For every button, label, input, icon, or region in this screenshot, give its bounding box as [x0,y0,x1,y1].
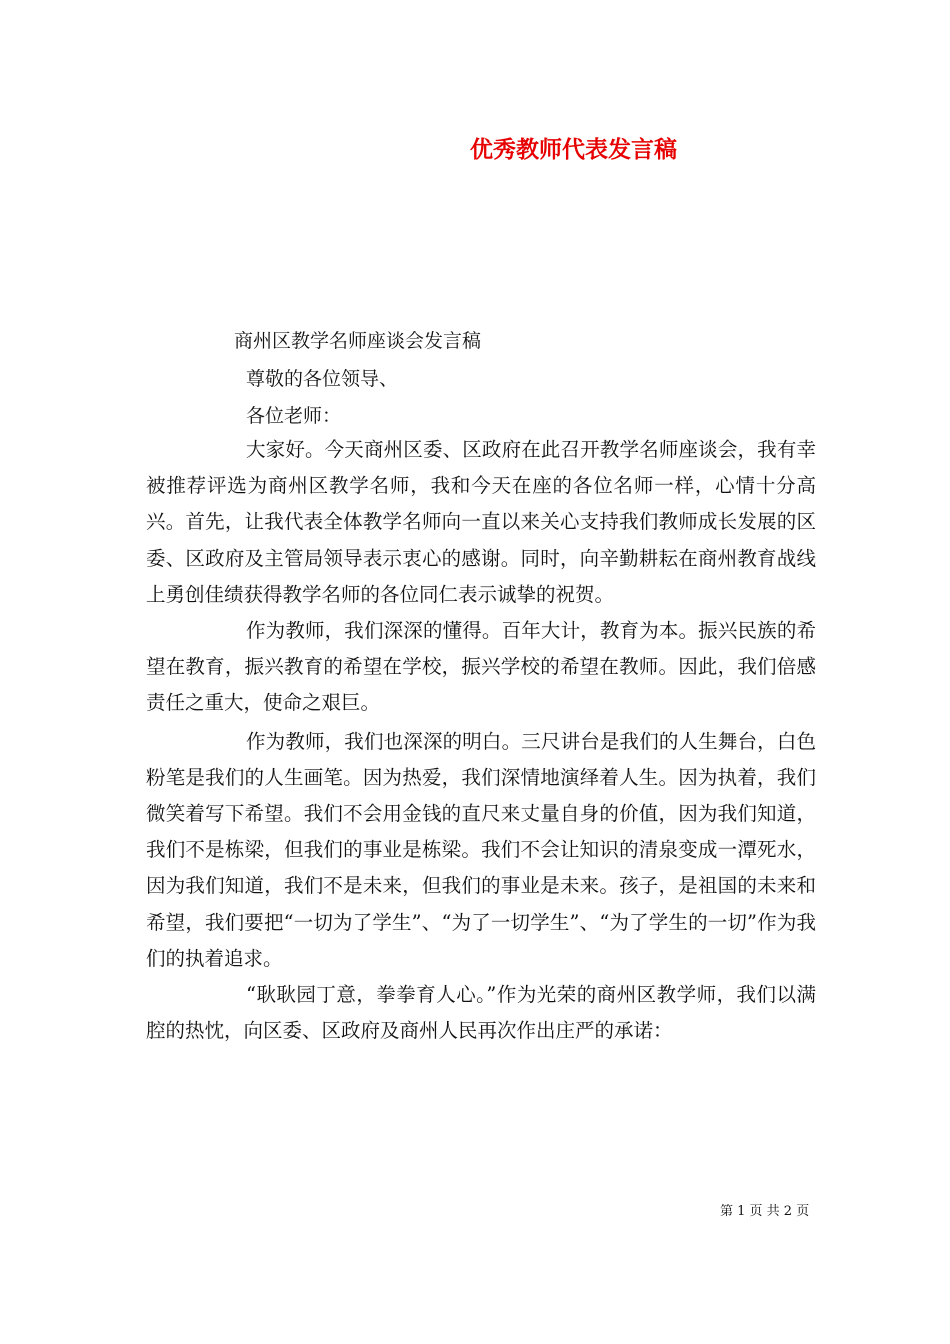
document-subtitle: 商州区教学名师座谈会发言稿 [234,330,482,352]
body-paragraph: 大家好。今天商州区委、区政府在此召开教学名师座谈会，我有幸被推荐评选为商州区教学名师，我和今天在座的各位名师一样，心情十分高兴。首先，让我代表全体教学名师向一直以来关心支持我们教师成长发展的区委、区政府及主管局领导表示衷心的感谢。同时，向辛勤耕耘在商州教育战线上勇创佳绩获得教学名师的各位同仁表示诚挚的祝贺。 [146,438,816,606]
greeting-teachers: 各位老师： [246,405,342,427]
greeting-leaders: 尊敬的各位领导、 [246,368,399,390]
body-paragraph: 作为教师，我们也深深的明白。三尺讲台是我们的人生舞台，白色粉笔是我们的人生画笔。因为热爱，我们深情地演绎着人生。因为执着，我们微笑着写下希望。我们不会用金钱的直尺来丈量自身的价值，因为我们知道，我们不是栋梁，但我们的事业是栋梁。我们不会让知识的清泉变成一潭死水，因为我们知道，我们不是未来，但我们的事业是未来。孩子，是祖国的未来和希望，我们要把“一切为了学生”、“为了一切学生”、“为了学生的一切”作为我们的执着追求。 [146,729,816,970]
page-number-footer: 第 1 页 共 2 页 [720,1204,810,1219]
document-title: 优秀教师代表发言稿 [470,136,677,163]
body-paragraph: “耿耿园丁意，拳拳育人心。”作为光荣的商州区教学师，我们以满腔的热忱，向区委、区政府及商州人民再次作出庄严的承诺： [146,983,816,1043]
body-paragraph: 作为教师，我们深深的懂得。百年大计，教育为本。振兴民族的希望在教育，振兴教育的希望在学校，振兴学校的希望在教师。因此，我们倍感责任之重大，使命之艰巨。 [146,619,816,715]
document-body [146,432,816,1049]
